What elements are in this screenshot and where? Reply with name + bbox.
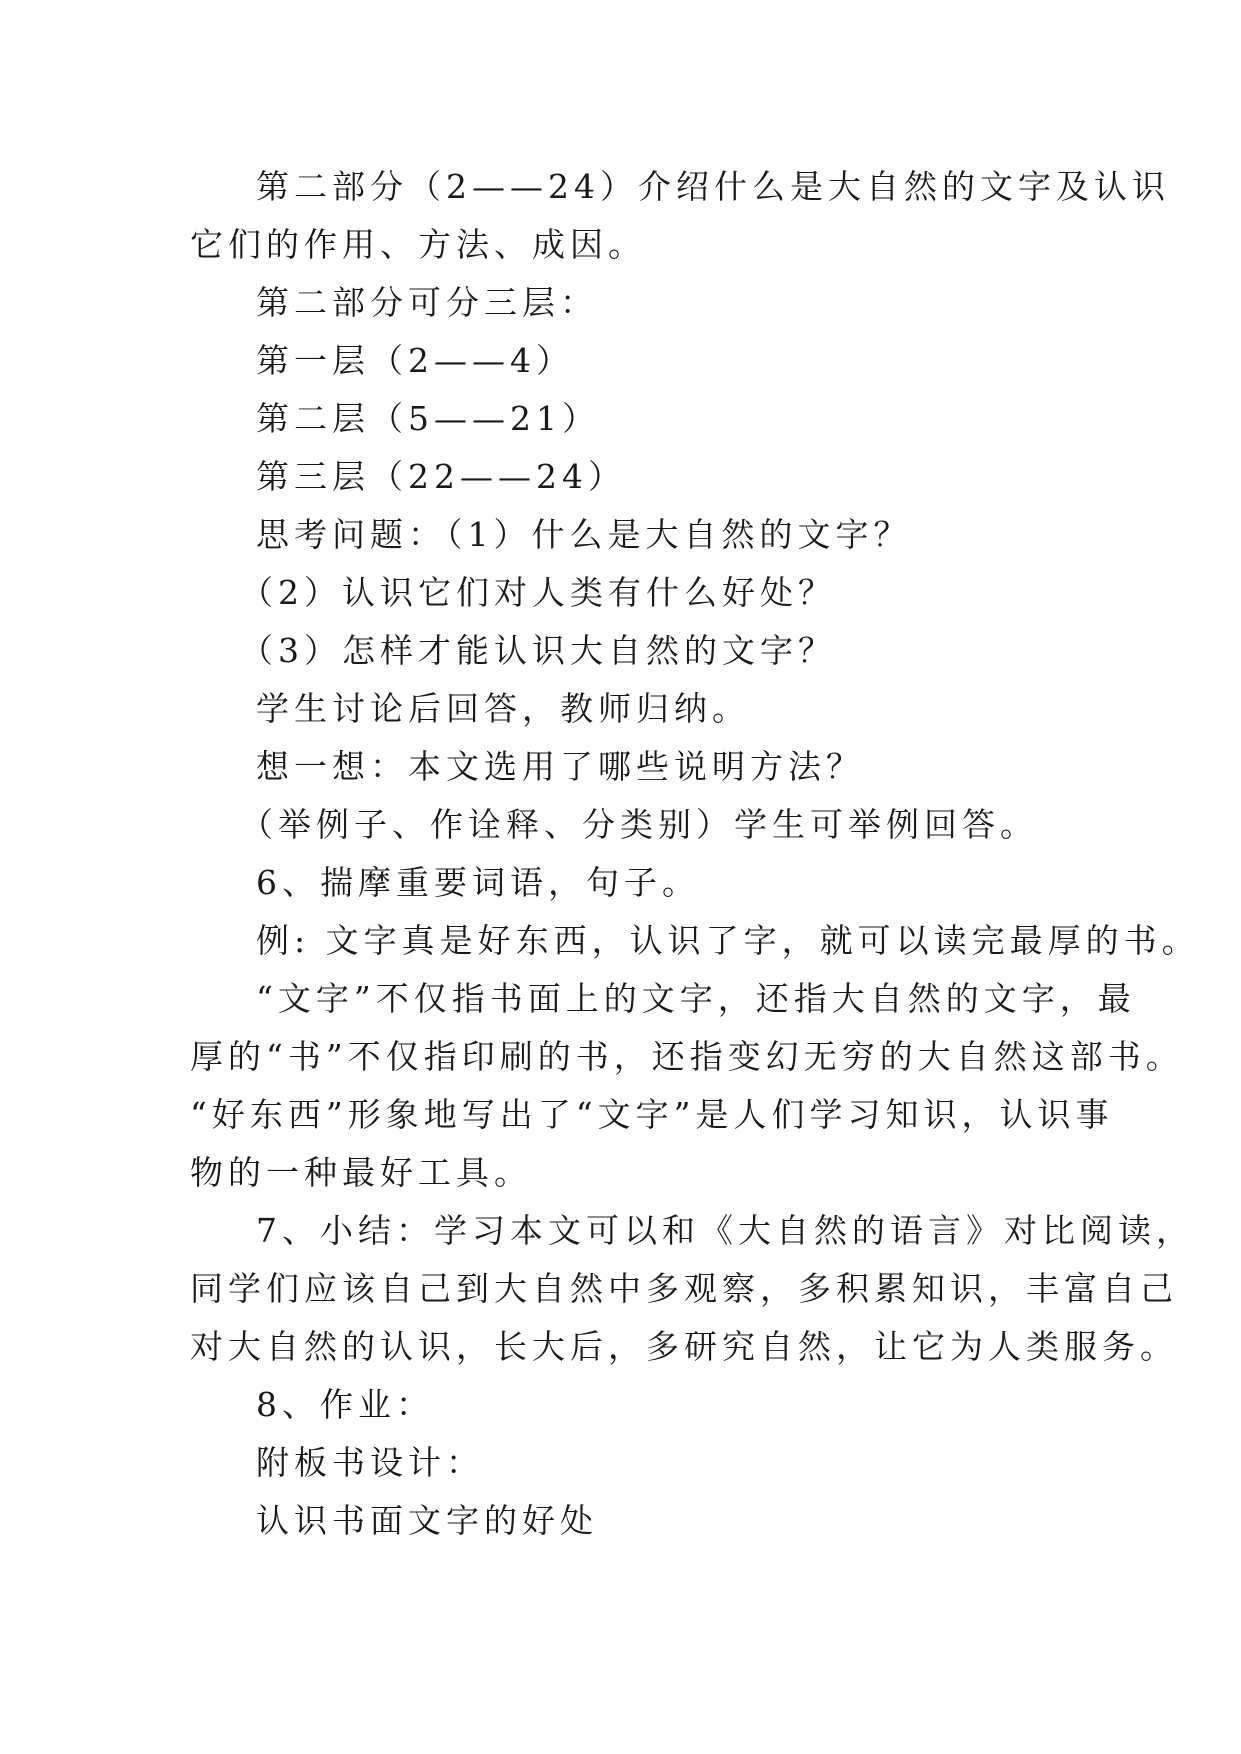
paragraph-line: 它们的作用、方法、成因。 (190, 225, 646, 264)
paragraph-line: 第二层（5——21） (256, 399, 600, 438)
paragraph-line: 例: 文字真是好东西，认识了字，就可以读完最厚的书。 (256, 921, 1200, 960)
paragraph-line: 第一层（2——4） (256, 341, 574, 380)
paragraph-line: （3）怎样才能认识大自然的文字？ (240, 631, 836, 670)
paragraph-line: 想一想：本文选用了哪些说明方法？ (256, 747, 864, 786)
paragraph-line: 6、揣摩重要词语，句子。 (256, 863, 700, 902)
paragraph-line: 对大自然的认识，长大后，多研究自然，让它为人类服务。 (190, 1327, 1178, 1366)
paragraph-line: 8、作业： (256, 1385, 434, 1424)
paragraph-line: “好东西”形象地写出了“文字”是人们学习知识，认识事 (190, 1095, 1114, 1134)
paragraph-line: “文字”不仅指书面上的文字，还指大自然的文字，最 (256, 979, 1136, 1018)
paragraph-line: 思考问题：（1）什么是大自然的文字？ (256, 515, 912, 554)
paragraph-line: 第二部分（2——24）介绍什么是大自然的文字及认识 (256, 167, 1170, 206)
paragraph-line: 第三层（22——24） (256, 457, 626, 496)
paragraph-line: 7、小结：学习本文可以和《大自然的语言》对比阅读， (256, 1211, 1194, 1250)
paragraph-line: 附板书设计： (256, 1443, 484, 1482)
paragraph-line: （2）认识它们对人类有什么好处？ (240, 573, 836, 612)
paragraph-line: 物的一种最好工具。 (190, 1153, 532, 1192)
paragraph-line: 第二部分可分三层： (256, 283, 598, 322)
paragraph-line: 学生讨论后回答，教师归纳。 (256, 689, 750, 728)
document-body (190, 158, 1200, 1550)
paragraph-line: （举例子、作诠释、分类别）学生可举例回答。 (240, 805, 1038, 844)
paragraph-line: 认识书面文字的好处 (256, 1501, 598, 1540)
paragraph-line: 厚的“书”不仅指印刷的书，还指变幻无穷的大自然这部书。 (190, 1037, 1184, 1076)
paragraph-line: 同学们应该自己到大自然中多观察，多积累知识，丰富自己 (190, 1269, 1178, 1308)
